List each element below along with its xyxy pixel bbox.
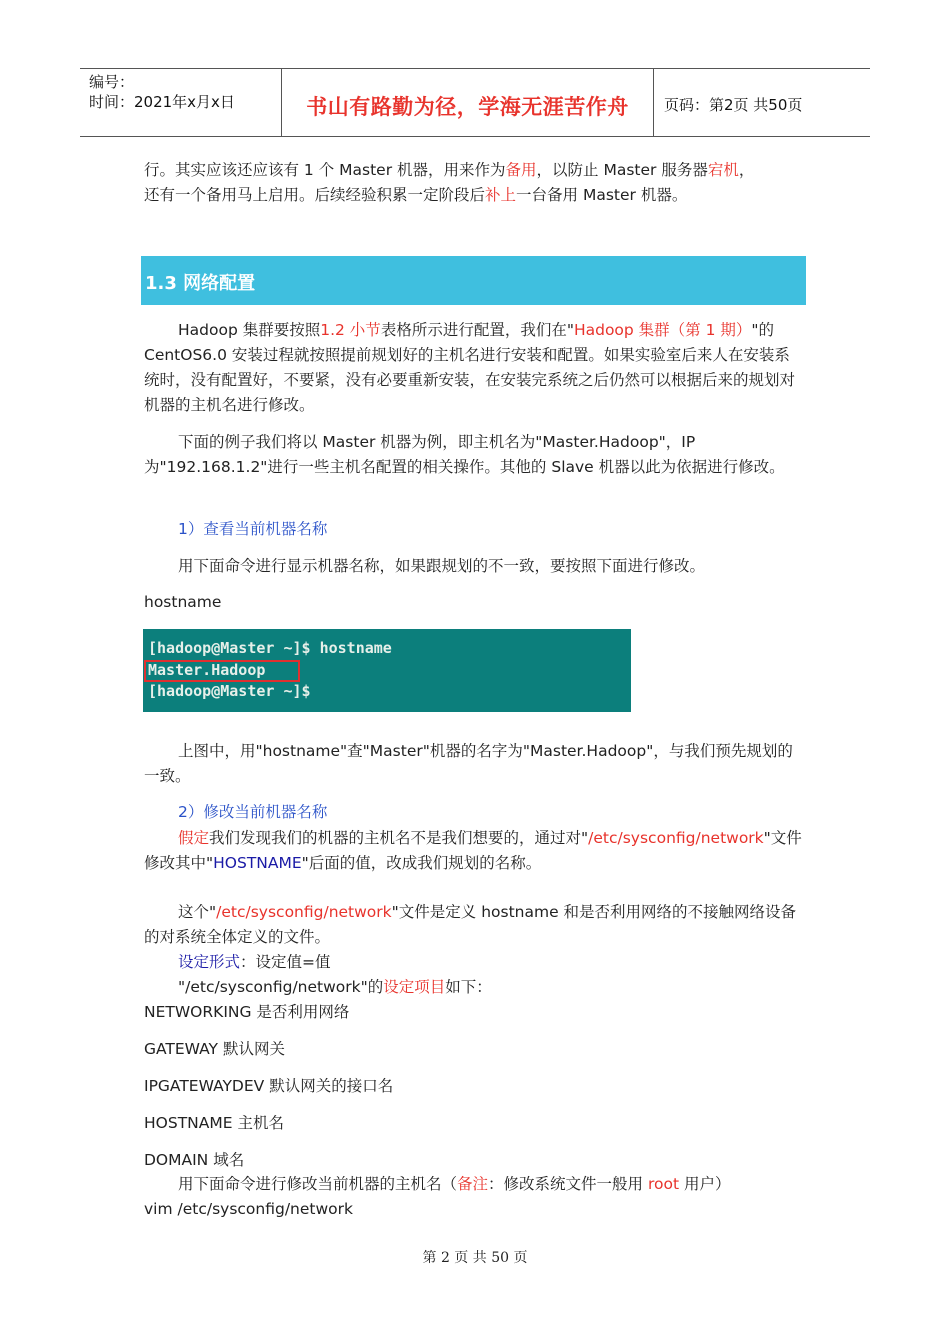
setting-item: DOMAIN 域名 bbox=[144, 1151, 245, 1169]
highlight-text: 备用 bbox=[505, 161, 537, 179]
text: 这个" bbox=[178, 903, 217, 921]
text: ，以防止 Master 服务器 bbox=[536, 161, 708, 179]
intro-paragraph bbox=[144, 158, 804, 208]
paragraph-7 bbox=[144, 975, 804, 1000]
page-header bbox=[80, 68, 870, 137]
setting-item: HOSTNAME 主机名 bbox=[144, 1114, 284, 1132]
step-2-heading: 2）修改当前机器名称 bbox=[178, 803, 328, 821]
paragraph-3: 上图中，用"hostname"查"Master"机器的名字为"Master.Hadoop"，与我们预先规划的一致。 bbox=[144, 742, 793, 785]
time-label: 时间：2021年x月x日 bbox=[89, 93, 235, 111]
text: "/etc/sysconfig/network"的 bbox=[178, 978, 384, 996]
header-meta-cell bbox=[80, 69, 282, 136]
step-1-description: 用下面命令进行显示机器名称，如果跟规划的不一致，要按照下面进行修改。 bbox=[178, 557, 706, 575]
page-footer: 第 2 页 共 50 页 bbox=[422, 1250, 528, 1266]
setting-item: GATEWAY 默认网关 bbox=[144, 1040, 285, 1058]
setting-item: IPGATEWAYDEV 默认网关的接口名 bbox=[144, 1077, 394, 1095]
text: Hadoop 集群要按照 bbox=[178, 321, 321, 339]
text: "后面的值，改成我们规划的名称。 bbox=[301, 854, 542, 872]
command-hostname: hostname bbox=[144, 593, 222, 611]
text: ， bbox=[738, 161, 755, 179]
highlight-text: 补上 bbox=[485, 186, 517, 204]
text: 如下： bbox=[445, 978, 492, 996]
file-path: /etc/sysconfig/network bbox=[216, 903, 392, 921]
section-heading bbox=[141, 256, 806, 305]
section-reference: 1.2 小节 bbox=[320, 321, 381, 339]
text: "的 CentOS6.0 安装过程就按照提前规划好的主机名进行安装和配置。如果实验室后来人在安装系统时，没有配置好，不要紧，没有必要重新安装，在安装完系统之后仍然可以根据后来的规划对机器的主机名进行修改。 bbox=[144, 321, 796, 414]
document-reference: Hadoop 集群（第 1 期） bbox=[573, 321, 752, 339]
text: 行。其实应该还应该有 1 个 Master 机器，用来作为 bbox=[144, 161, 506, 179]
paragraph-1 bbox=[144, 318, 804, 418]
highlight-text: 宕机 bbox=[707, 161, 739, 179]
header-motto-cell bbox=[282, 69, 654, 136]
command-vim: vim /etc/sysconfig/network bbox=[144, 1200, 354, 1218]
text: 我们发现我们的机器的主机名不是我们想要的，通过对" bbox=[209, 829, 589, 847]
terminal-screenshot bbox=[143, 629, 631, 712]
text: 表格所示进行配置，我们在" bbox=[380, 321, 574, 339]
paragraph-8 bbox=[144, 1172, 804, 1197]
terminal-line-3: [hadoop@Master ~]$ bbox=[148, 682, 311, 700]
paragraph-2: 下面的例子我们将以 Master 机器为例，即主机名为"Master.Hadoop"，IP 为"192.168.1.2"进行一些主机名配置的相关操作。其他的 Slave 机器以此为依据进行修改。 bbox=[144, 433, 785, 476]
paragraph-4 bbox=[144, 826, 804, 876]
keyword: 设定形式 bbox=[178, 953, 241, 971]
setting-item: NETWORKING 是否利用网络 bbox=[144, 1003, 350, 1021]
text: 还有一个备用马上启用。后续经验积累一定阶段后 bbox=[144, 186, 486, 204]
section-title: 1.3 网络配置 bbox=[145, 273, 256, 294]
highlight-text: root bbox=[647, 1175, 680, 1193]
text: "文件修改其中" bbox=[144, 829, 802, 872]
terminal-line-1: [hadoop@Master ~]$ hostname bbox=[148, 639, 392, 657]
highlight-text: 假定 bbox=[178, 829, 210, 847]
text: ：设定值=值 bbox=[240, 953, 331, 971]
motto: 书山有路勤为径，学海无涯苦作舟 bbox=[306, 94, 629, 119]
page-label: 页码：第2页 共50页 bbox=[664, 96, 803, 114]
step-1-heading: 1）查看当前机器名称 bbox=[178, 520, 328, 538]
header-page-cell bbox=[654, 69, 870, 136]
highlight-text: 备注 bbox=[457, 1175, 489, 1193]
text: "文件是定义 hostname 和是否利用网络的不接触网络设备的对系统全体定义的文件。 bbox=[144, 903, 797, 946]
keyword: HOSTNAME bbox=[213, 854, 302, 872]
text: 用户） bbox=[679, 1175, 731, 1193]
number-label: 编号： bbox=[89, 73, 135, 91]
paragraph-5 bbox=[144, 900, 804, 950]
terminal-line-2: Master.Hadoop bbox=[148, 661, 266, 679]
highlight-text: 设定项目 bbox=[383, 978, 446, 996]
highlight-box bbox=[144, 660, 300, 682]
paragraph-6 bbox=[144, 950, 804, 975]
text: ：修改系统文件一般用 bbox=[488, 1175, 648, 1193]
text: 一台备用 Master 机器。 bbox=[516, 186, 688, 204]
file-path: /etc/sysconfig/network bbox=[588, 829, 764, 847]
text: 用下面命令进行修改当前机器的主机名（ bbox=[178, 1175, 458, 1193]
